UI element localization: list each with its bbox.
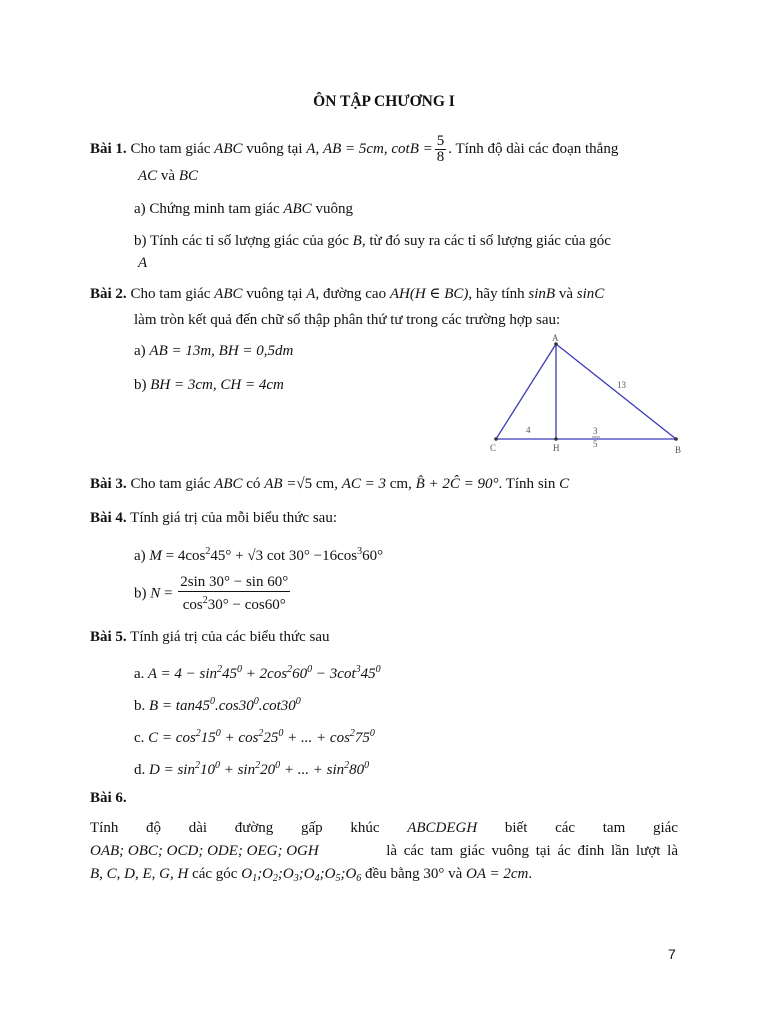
- exponent: 0: [237, 664, 243, 675]
- math: ;: [340, 866, 346, 882]
- exponent: 2: [344, 760, 350, 771]
- exponent: 0: [278, 728, 284, 739]
- exponent: 0: [307, 664, 313, 675]
- exercise-1-part-a: [134, 199, 353, 219]
- exercise-2-label: Bài 2.: [90, 286, 127, 302]
- subscript: 1: [252, 873, 258, 884]
- exercise-1-part-b: [134, 231, 611, 251]
- math: 80: [349, 762, 365, 778]
- fraction: [178, 574, 290, 614]
- angles-list: [241, 866, 361, 882]
- math: + cos: [220, 730, 259, 746]
- text: a): [134, 343, 146, 359]
- math: 30°: [423, 866, 445, 882]
- math: 60: [292, 666, 308, 682]
- label-5: 5: [593, 439, 598, 449]
- exercise-6-line-1: [90, 818, 678, 838]
- exponent: 0: [215, 728, 221, 739]
- math: O: [241, 866, 253, 882]
- text: cm,: [389, 476, 412, 492]
- text: , hãy tính: [468, 286, 525, 302]
- math: 15: [200, 730, 216, 746]
- exponent: 2: [217, 664, 223, 675]
- subscript: 3: [293, 873, 299, 884]
- math: O: [303, 866, 315, 882]
- point-h: [554, 437, 558, 441]
- math: B, C, D, E, G, H: [90, 866, 189, 882]
- math: =: [164, 585, 173, 602]
- exercise-4-line: [90, 508, 337, 528]
- text: b): [134, 585, 147, 602]
- exercise-4-label: Bài 4.: [90, 510, 127, 526]
- exercise-5-part-a: [134, 660, 381, 684]
- triangle-abc: [496, 344, 676, 439]
- exercise-6-label: Bài 6.: [90, 790, 127, 806]
- exponent: 0: [275, 760, 281, 771]
- label-4: 4: [526, 425, 531, 435]
- text: vuông: [315, 201, 353, 217]
- exercise-5-label: Bài 5.: [90, 629, 127, 645]
- math: AC = 3: [341, 476, 386, 492]
- math: A = 4 − sin: [147, 666, 218, 682]
- exercise-3-label: Bài 3.: [90, 476, 127, 492]
- exercise-3-line: [90, 474, 569, 494]
- exponent: 0: [375, 664, 381, 675]
- math: BH = 3cm, CH = 4cm: [150, 377, 284, 393]
- math: A: [138, 255, 148, 271]
- exercise-1-line-1: [90, 134, 618, 165]
- math: sin: [537, 476, 556, 492]
- math: O: [345, 866, 357, 882]
- exercise-2-line-2: làm tròn kết quả đến chữ số thập phân thứ tư trong các trường hợp sau:: [134, 312, 561, 328]
- math: + ... + cos: [283, 730, 350, 746]
- math: cotB =: [391, 140, 433, 157]
- denominator: [178, 592, 290, 614]
- math: BC: [178, 168, 199, 184]
- text: Cho tam giác: [130, 476, 211, 492]
- math: A: [306, 140, 316, 157]
- math: ABC: [214, 140, 243, 157]
- text: các góc: [192, 866, 238, 882]
- exercise-4-part-b: [134, 574, 292, 614]
- text: b): [134, 377, 147, 393]
- math: 10: [199, 762, 215, 778]
- exponent: 2: [258, 728, 264, 739]
- math: N: [150, 585, 161, 602]
- text: vuông tại: [246, 286, 303, 302]
- math: O: [324, 866, 336, 882]
- word: giác: [652, 820, 678, 836]
- text: Tính giá trị của mỗi biểu thức sau:: [130, 510, 338, 526]
- text: . Tính độ dài các đoạn thẳng: [448, 140, 619, 157]
- text: có: [246, 476, 261, 492]
- subscript: 4: [314, 873, 320, 884]
- exponent: 2: [194, 760, 200, 771]
- math: AB = 5cm: [322, 140, 384, 157]
- math: AH: [389, 286, 410, 302]
- text: a): [134, 548, 146, 564]
- subscript: 5: [335, 873, 341, 884]
- text: và: [558, 286, 574, 302]
- math: 60°: [362, 548, 384, 564]
- math: O: [262, 866, 273, 882]
- point-c: [494, 437, 498, 441]
- text: là các tam giác vuông tại ác đỉnh lần lượt là: [386, 843, 678, 859]
- math: ABC: [214, 286, 243, 302]
- exercise-2-part-a: [134, 341, 293, 361]
- exponent: 0: [214, 760, 220, 771]
- exponent: 0: [295, 696, 301, 707]
- math: M: [149, 548, 162, 564]
- math: + 2cos: [242, 666, 288, 682]
- exercise-5-part-b: [134, 692, 301, 716]
- exercise-1-label: Bài 1.: [90, 140, 127, 157]
- math: A: [306, 286, 316, 302]
- exercise-6-line-2: [90, 841, 678, 861]
- math: D = sin: [149, 762, 195, 778]
- text: . Tính: [498, 476, 535, 492]
- exponent: 0: [369, 728, 375, 739]
- word: tam: [602, 820, 626, 836]
- text: và: [448, 866, 463, 882]
- text: đều bằng: [365, 866, 420, 882]
- math: .cot30: [258, 698, 296, 714]
- math: 25: [263, 730, 279, 746]
- text: , từ đó suy ra các tỉ số lượng giác của góc: [361, 233, 611, 249]
- page-title: ÔN TẬP CHƯƠNG I: [313, 93, 455, 110]
- math: sinC: [576, 286, 605, 302]
- exponent: 0: [209, 696, 215, 707]
- text: ,: [383, 140, 388, 157]
- exercise-1-part-b-cont: [138, 253, 147, 273]
- math: sinB: [528, 286, 556, 302]
- exponent: 3: [357, 546, 363, 557]
- math: − 3cot: [312, 666, 356, 682]
- math: ;: [319, 866, 325, 882]
- label-h: H: [553, 443, 560, 453]
- label-3: 3: [593, 426, 598, 436]
- exponent: 3: [355, 664, 361, 675]
- exponent: 2: [202, 595, 208, 606]
- math: 45: [222, 666, 238, 682]
- math: 75: [354, 730, 370, 746]
- text: Cho tam giác: [130, 286, 211, 302]
- math: O: [282, 866, 294, 882]
- exponent: 0: [253, 696, 259, 707]
- triangle-figure: [480, 332, 700, 462]
- word: Tính: [90, 820, 119, 836]
- label-a: A: [552, 333, 559, 343]
- math: ;: [298, 866, 304, 882]
- word: đường: [234, 820, 274, 836]
- word: khúc: [350, 820, 380, 836]
- text: .: [528, 866, 533, 882]
- exercise-6-line-3: [90, 864, 532, 889]
- exercise-2-part-b: [134, 375, 284, 395]
- math: B: [352, 233, 362, 249]
- word: biết: [504, 820, 528, 836]
- label-13: 13: [617, 380, 626, 390]
- math: cos: [182, 597, 203, 613]
- exercise-5-line: [90, 627, 329, 647]
- math: C = cos: [148, 730, 196, 746]
- math: cot 30° −16cos: [266, 548, 358, 564]
- math: OAB; OBC; OCD; ODE; OEG; OGH: [90, 843, 319, 859]
- text: cm,: [315, 476, 338, 492]
- word: gấp: [300, 820, 323, 836]
- fraction: [435, 134, 447, 165]
- math: = 4cos: [165, 548, 206, 564]
- text: , đường cao: [315, 286, 387, 302]
- text: a.: [134, 666, 145, 682]
- math: + sin: [219, 762, 256, 778]
- math: ;: [257, 866, 263, 882]
- math: ABC: [214, 476, 243, 492]
- label-b: B: [675, 445, 682, 455]
- math: .cos30: [214, 698, 254, 714]
- exercise-5-part-d: [134, 756, 369, 780]
- text: b) Tính các tỉ số lượng giác của góc: [134, 233, 349, 249]
- word: các: [555, 820, 576, 836]
- math: 45° +: [210, 548, 244, 564]
- text: vuông tại: [246, 140, 303, 157]
- text: d.: [134, 762, 146, 778]
- word: ABCDEGH: [407, 820, 478, 836]
- text: Tính giá trị của các biểu thức sau: [130, 629, 330, 645]
- page-number: 7: [668, 946, 676, 962]
- exercise-1-line-2: [138, 166, 198, 186]
- math: AC: [138, 168, 158, 184]
- math: ABC: [283, 201, 312, 217]
- math: B̂ + 2Ĉ = 90°: [415, 476, 499, 492]
- math: √3: [247, 548, 264, 564]
- numerator: 2sin 30° − sin 60°: [180, 574, 289, 590]
- math: 30° − cos60°: [207, 597, 286, 613]
- math: + ... + sin: [280, 762, 345, 778]
- denominator: 8: [436, 149, 445, 165]
- label-c: C: [490, 443, 497, 453]
- exponent: 2: [205, 546, 211, 557]
- exponent: 2: [255, 760, 261, 771]
- math: C: [559, 476, 570, 492]
- exponent: 2: [287, 664, 293, 675]
- math: 20: [260, 762, 276, 778]
- exercise-2-line-1: [90, 284, 604, 304]
- numerator: 5: [436, 133, 445, 149]
- subscript: 6: [356, 873, 362, 884]
- word: độ: [146, 820, 162, 836]
- math: (H ∈ BC): [409, 286, 469, 302]
- math: AB = 13m, BH = 0,5dm: [149, 343, 294, 359]
- math: OA = 2cm: [466, 866, 529, 882]
- text: và: [160, 168, 176, 184]
- subscript: 2: [272, 873, 278, 884]
- math: 45: [360, 666, 376, 682]
- math: ;: [277, 866, 283, 882]
- math: B = tan45: [149, 698, 210, 714]
- text: ,: [315, 140, 320, 157]
- exponent: 2: [349, 728, 355, 739]
- math: AB =: [264, 476, 297, 492]
- exercise-5-part-c: [134, 724, 375, 748]
- text: Cho tam giác: [130, 140, 211, 157]
- exponent: 2: [195, 728, 201, 739]
- text: b.: [134, 698, 146, 714]
- exercise-4-part-a: [134, 542, 383, 566]
- exponent: 0: [364, 760, 370, 771]
- text: c.: [134, 730, 145, 746]
- point-b: [674, 437, 678, 441]
- text: a) Chứng minh tam giác: [134, 201, 280, 217]
- math: √5: [296, 476, 313, 492]
- word: dài: [188, 820, 208, 836]
